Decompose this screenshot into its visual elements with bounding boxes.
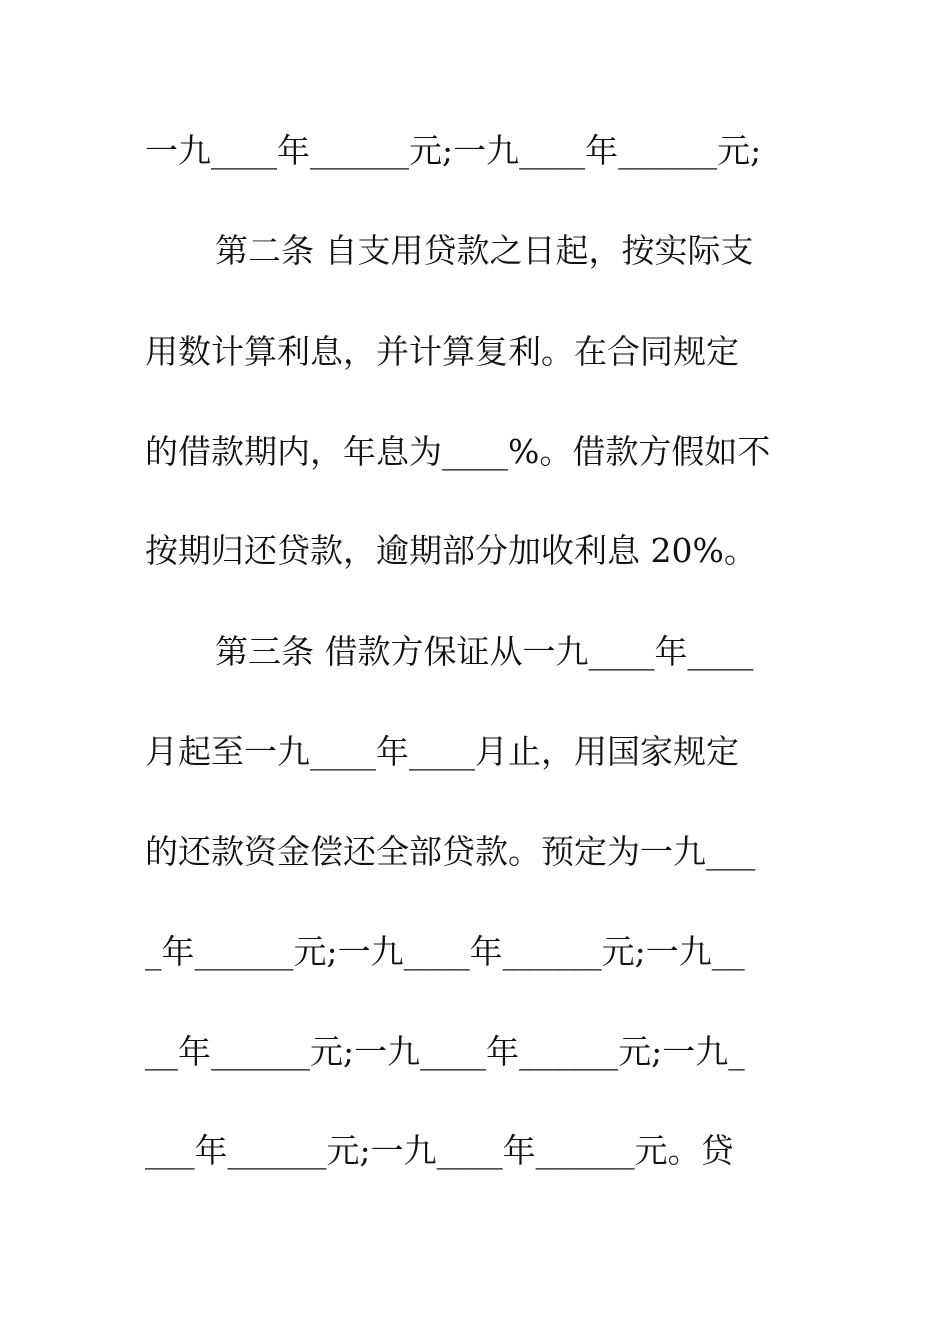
- text-line: _年______元;一九____年______元;一九__: [145, 932, 745, 971]
- text-line: __年______元;一九____年______元;一九_: [145, 1032, 745, 1071]
- text-line: 的还款资金偿还全部贷款。预定为一九___: [145, 832, 756, 871]
- text-line: 按期归还贷款，逾期部分加收利息 20%。: [145, 531, 757, 570]
- article-3-heading-line: 第三条 借款方保证从一九____年____: [215, 632, 754, 671]
- text-line: 一九____年______元;一九____年______元;: [145, 131, 762, 170]
- article-2-heading-line: 第二条 自支用贷款之日起，按实际支: [215, 231, 754, 270]
- text-line: 的借款期内，年息为____%。借款方假如不: [145, 432, 771, 471]
- text-line: 用数计算利息，并计算复利。在合同规定: [145, 332, 739, 371]
- text-line: ___年______元;一九____年______元。贷: [145, 1131, 734, 1170]
- text-line: 月起至一九____年____月止，用国家规定: [145, 732, 739, 771]
